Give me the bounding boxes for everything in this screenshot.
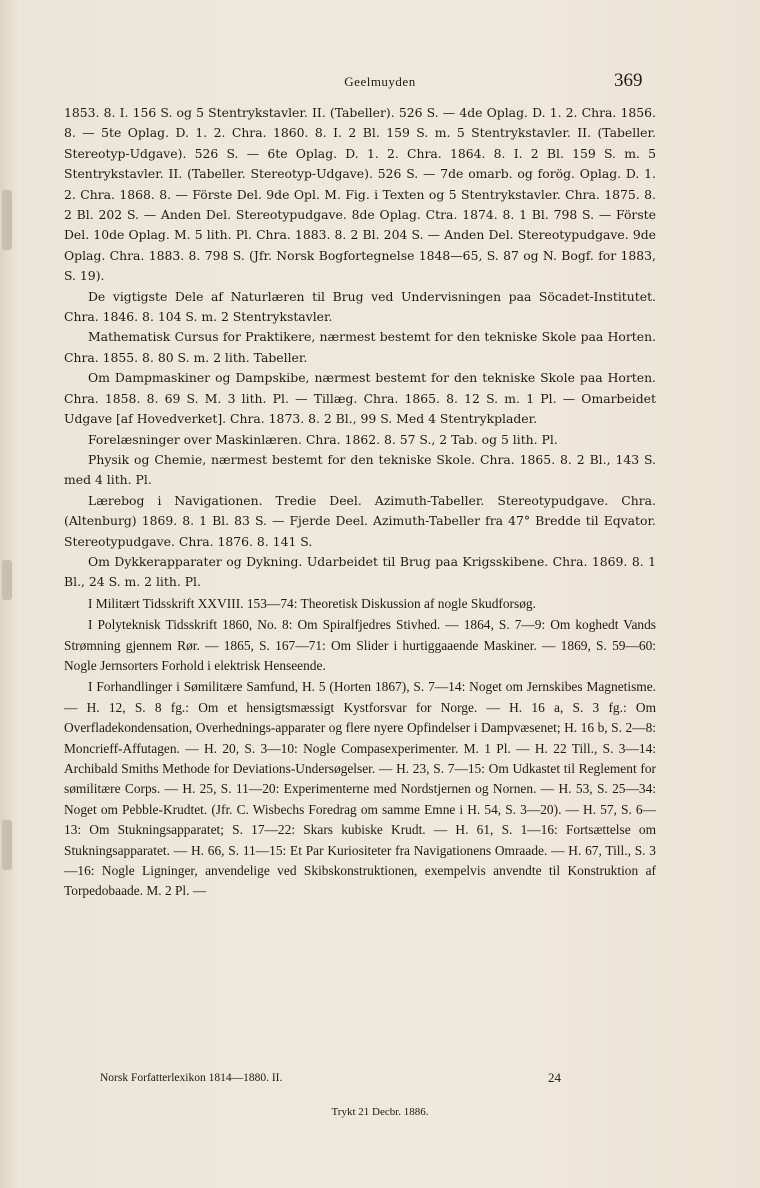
page-edge-shadow <box>2 560 12 600</box>
running-head: Geelmuyden <box>344 74 416 89</box>
page-edge-shadow <box>2 820 12 870</box>
page-edge-shadow <box>2 190 12 250</box>
footer-lexicon-title: Norsk Forfatterlexikon 1814—1880. II. <box>100 1072 283 1084</box>
body-text <box>64 103 656 902</box>
paragraph-mathematisk-cursus: Mathematisk Cursus for Praktikere, nærmest bestemt for den tekniske Skole paa Horten. Chra. 1855. 8. 80 S. m. 2 lith. Tabeller. <box>64 329 656 365</box>
footer-print-date: Trykt 21 Decbr. 1886. <box>331 1106 429 1118</box>
paragraph-polyteknisk-tidsskrift: I Polyteknisk Tidsskrift 1860, No. 8: Om Spiralfjedres Stivhed. — 1864, S. 7—9: Om koghedt Vands Strømning gjennem Rør. — 1865, S. 167—71: Om Slider i hurtiggaaende Maskiner. — 1869, S. 59—60: Nogle Jernsorters Forhold i elektrisk Henseende. <box>64 617 656 673</box>
paragraph-physik-chemie: Physik og Chemie, nærmest bestemt for den tekniske Skole. Chra. 1865. 8. 2 Bl., 143 S. med 4 lith. Pl. <box>64 451 656 488</box>
paragraph-militaert-tidsskrift: I Militært Tidsskrift XXVIII. 153—74: Theoretisk Diskussion af nogle Skudforsøg. <box>88 595 536 611</box>
paragraph-editions: 1853. 8. I. 156 S. og 5 Stentrykstavler. II. (Tabeller). 526 S. — 4de Oplag. D. 1. 2. Chra. 1856. 8. — 5te Oplag. D. 1. 2. Chra. 1860. 8. I. 2 Bl. 159 S. m. 5 Stentrykstavler. II. (Tabeller. Stereotyp-Udgave). 526 S. — 6te Oplag. D. 1. 2. Chra. 1864. 8. I. 2 Bl. 159 S. m. 5 Stentrykstavler. II. (Tabeller. Stereotyp-Udgave). 526 S. — 7de omarb. og forög. Oplag. D. 1. 2. Chra. 1868. 8. — Förste Del. 9de Opl. M. Fig. i Texten og 5 Stentrykstavler. Chra. 1875. 8. 2 Bl. 202 S. — Anden Del. Stereotypudgave. 8de Oplag. Ctra. 1874. 8. 1 Bl. 798 S. — Förste Del. 10de Oplag. M. 5 lith. Pl. Chra. 1883. 8. 2 Bl. 204 S. — Anden Del. Stereotypudgave. 9de Oplag. Chra. 1883. 8. 798 S. (Jfr. Norsk Bogfortegnelse 1848—65, S. 87 og N. Bogf. for 1883, S. 19). <box>64 105 656 284</box>
paragraph-forhandlinger: I Forhandlinger i Sømilitære Samfund, H. 5 (Horten 1867), S. 7—14: Noget om Jernskibes Magnetisme. — H. 12, S. 8 fg.: Om et hensigtsmæssigt Kystforsvar for Norge. — H. 16 a, S. 3 fg.: Om Overfladekondensation, Overhednings-apparater og flere nyere Opfindelser i Dampvæsenet; H. 16 b, S. 2—8: Moncrieff-Affutagen. — H. 20, S. 3—10: Nogle Compasexperimenter. M. 1 Pl. — H. 22 Till., S. 3—14: Archibald Smiths Methode for Deviations-Undersøgelser. — H. 23, S. 7—15: Om Udkastet til Reglement for sømilitære Corps. — H. 25, S. 11—20: Experimenterne med Nordstjernen og Nornen. — H. 53, S. 25—34: Noget om Pebble-Krudtet. (Jfr. C. Wisbechs Foredrag om samme Emne i H. 54, S. 3—20). — H. 57, S. 6—13: Om Stukningsapparatet; S. 17—22: Skars kubiske Krudt. — H. 61, S. 1—16: Fortsættelse om Stukningsapparatet. — H. 66, S. 11—15: Et Par Kuriositeter fra Navigationens Omraade. — H. 67, Till., S. 3—16: Nogle Ligninger, anvendelige ved Skibskonstruktionen, exempelvis anvendte til Konstruktion af Torpedobaade. M. 2 Pl. — <box>64 679 656 899</box>
paragraph-naturlaeren: De vigtigste Dele af Naturlæren til Brug ved Undervisningen paa Söcadet-Institutet. Chra. 1846. 8. 104 S. m. 2 Stentrykstavler. <box>64 288 656 325</box>
paragraph-maskinlaeren: Forelæsninger over Maskinlæren. Chra. 1862. 8. 57 S., 2 Tab. og 5 lith. Pl. <box>88 431 558 447</box>
paragraph-dykkerapparater: Om Dykkerapparater og Dykning. Udarbeidet til Brug paa Krigsskibene. Chra. 1869. 8. 1 Bl., 24 S. m. 2 lith. Pl. <box>64 553 656 590</box>
paragraph-dampmaskiner: Om Dampmaskiner og Dampskibe, nærmest bestemt for den tekniske Skole paa Horten. Chra. 1858. 8. 69 S. M. 3 lith. Pl. — Tillæg. Chra. 1865. 8. 12 S. m. 1 Pl. — Omarbeidet Udgave [af Hovedverket]. Chra. 1873. 8. 2 Bl., 99 S. Med 4 Stentrykplader. <box>64 370 656 427</box>
footer-signature: 24 <box>548 1070 561 1085</box>
paragraph-navigationen: Lærebog i Navigationen. Tredie Deel. Azimuth-Tabeller. Stereotypudgave. Chra. (Altenburg) 1869. 8. 1 Bl. 83 S. — Fjerde Deel. Azimuth-Tabeller fra 47° Bredde til Eqvator. Stereotypudgave. Chra. 1876. 8. 141 S. <box>64 492 656 549</box>
page-number: 369 <box>614 70 643 91</box>
